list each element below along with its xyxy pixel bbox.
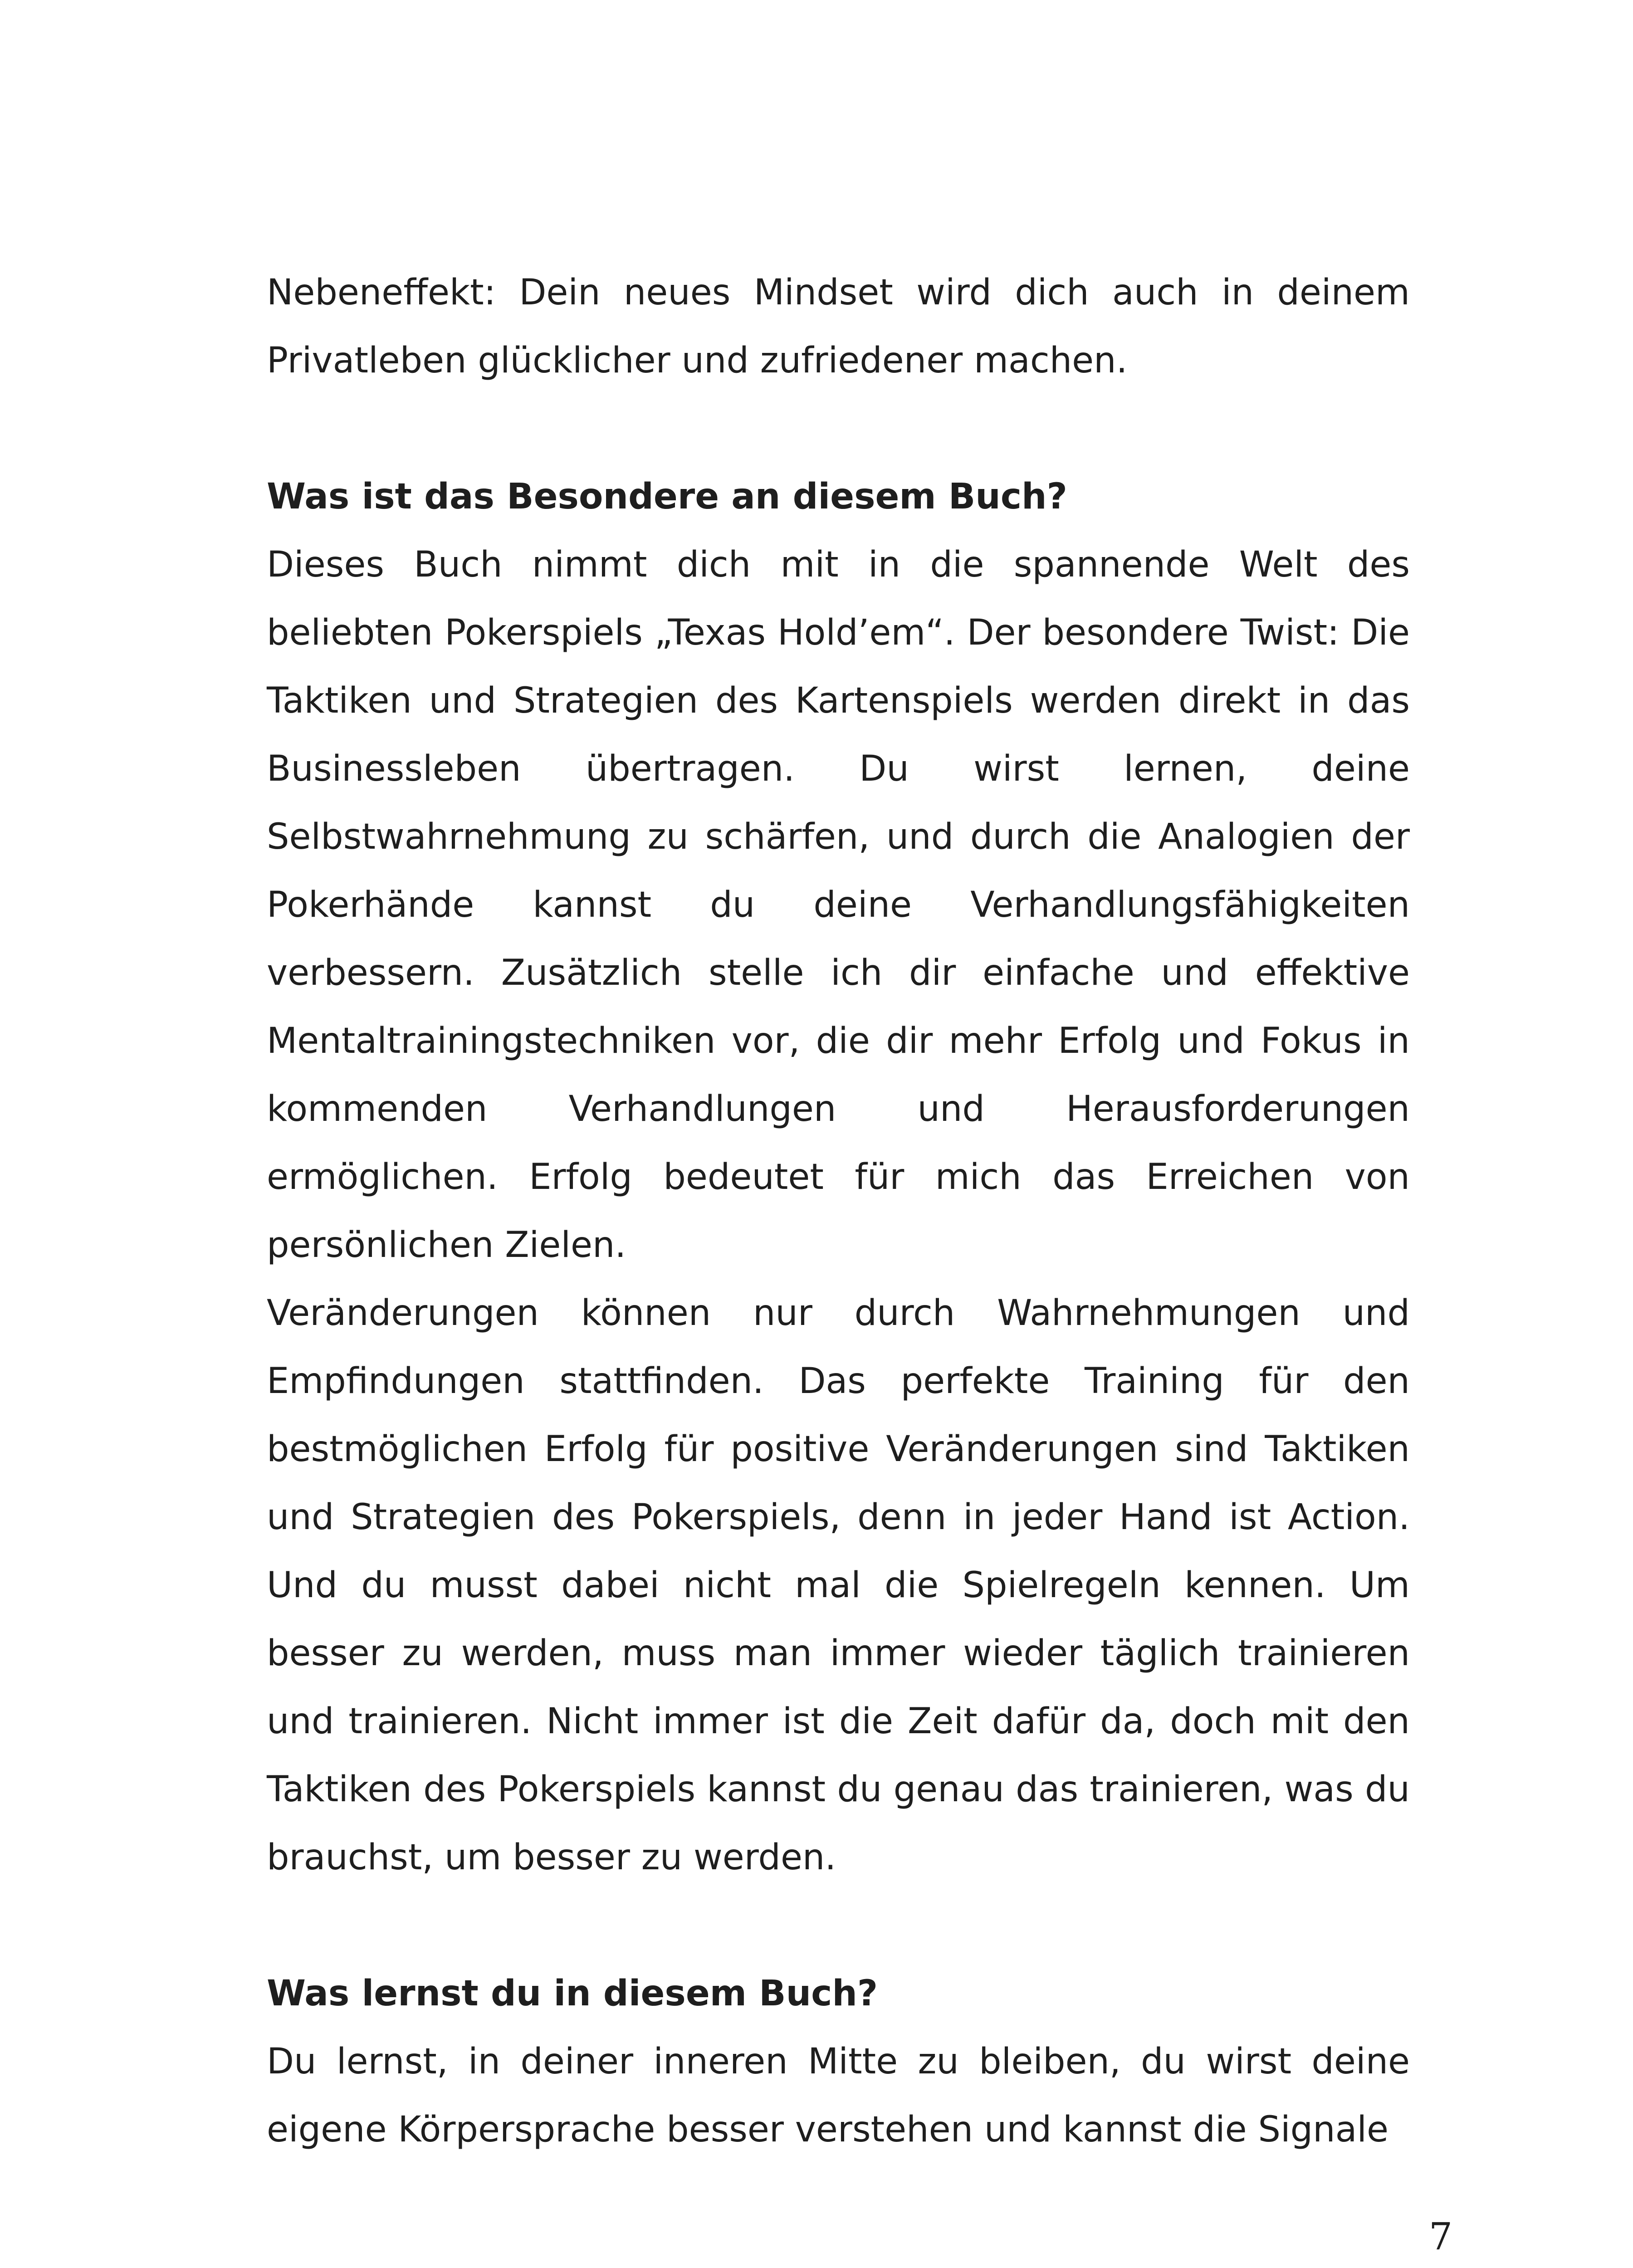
section-heading-special: Was ist das Besondere an diesem Buch? bbox=[267, 476, 1067, 517]
section-heading-learn: Was lernst du in diesem Buch? bbox=[267, 1973, 878, 2014]
page-number: 7 bbox=[1429, 2215, 1453, 2258]
page-body bbox=[267, 259, 1410, 2164]
section-special-paragraph-2: Veränderungen können nur durch Wahrnehmungen und Empfindungen stattfinden. Das perfekte Training für den bestmöglichen Erfolg für positive Veränderungen sind Taktiken und Strategien des Pokerspiels, denn in jeder Hand ist Action. Und du musst dabei nicht mal die Spielregeln kennen. Um besser zu werden, muss man immer wieder täglich trainieren und trainieren. Nicht immer ist die Zeit dafür da, doch mit den Taktiken des Pokerspiels kannst du genau das trainieren, was du brauchst, um besser zu werden. bbox=[267, 1293, 1410, 1878]
section-learn-paragraph-1: Du lernst, in deiner inneren Mitte zu bleiben, du wirst deine eigene Körpersprache besser verstehen und kannst die Signale bbox=[267, 2041, 1410, 2150]
intro-paragraph: Nebeneffekt: Dein neues Mindset wird dich auch in deinem Privatleben glücklicher und zufriedener machen. bbox=[267, 272, 1410, 381]
section-special-paragraph-1: Dieses Buch nimmt dich mit in die spannende Welt des beliebten Pokerspiels „Texas Hold’em“. Der besondere Twist: Die Taktiken und Strategien des Kartenspiels werden direkt in das Businessleben übertragen. Du wirst lernen, deine Selbstwahrnehmung zu schärfen, und durch die Analogien der Pokerhände kannst du deine Verhandlungsfähigkeiten verbessern. Zusätzlich stelle ich dir einfache und effektive Mentaltrainingstechniken vor, die dir mehr Erfolg und Fokus in kommenden Verhandlungen und Herausforderungen ermöglichen. Erfolg bedeutet für mich das Erreichen von persönlichen Zielen. bbox=[267, 544, 1410, 1266]
paragraph-spacer bbox=[267, 1892, 1410, 1960]
paragraph-spacer bbox=[267, 395, 1410, 463]
